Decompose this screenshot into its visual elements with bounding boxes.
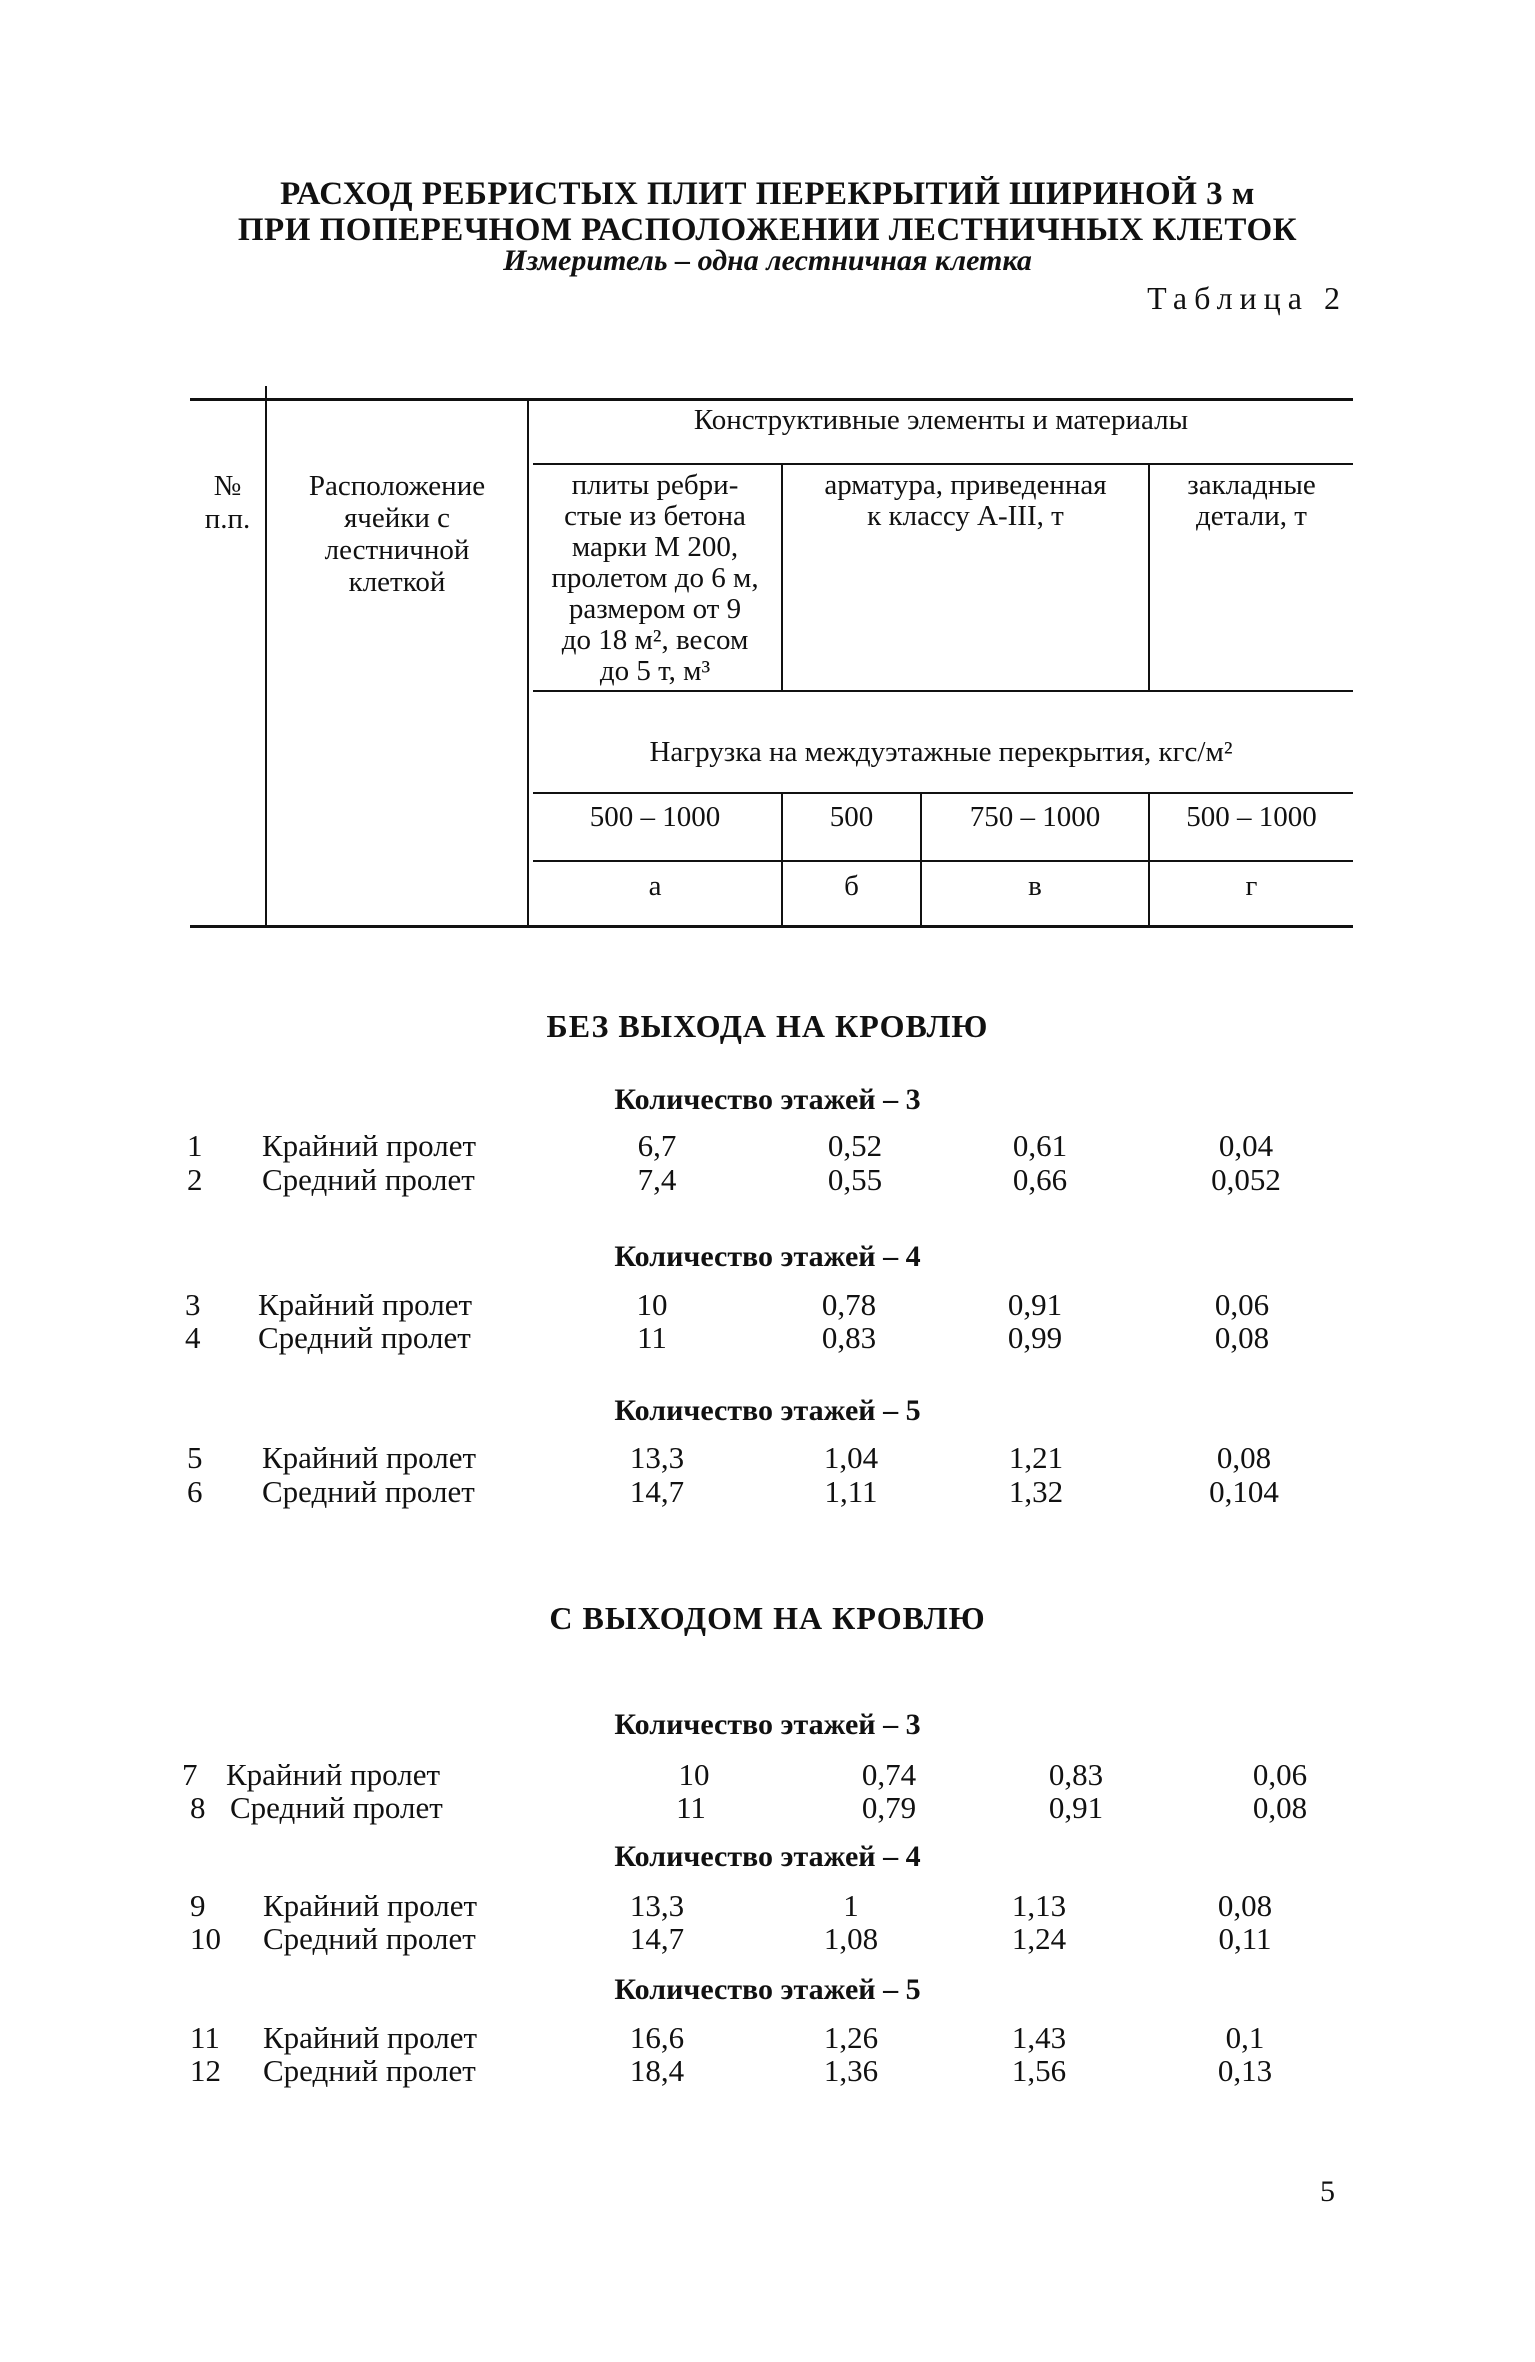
document-subtitle: Измеритель – одна лестничная клетка xyxy=(503,244,1032,277)
table-row: 12 Средний пролет 18,4 1,36 1,56 0,13 xyxy=(190,2053,1273,2088)
floors-heading: Количество этажей – 3 xyxy=(614,1708,921,1741)
floors-heading: Количество этажей – 5 xyxy=(614,1394,921,1427)
document-title-line1: РАСХОД РЕБРИСТЫХ ПЛИТ ПЕРЕКРЫТИЙ ШИРИНОЙ 3 м xyxy=(280,176,1255,212)
section-title-with-roof-access: С ВЫХОДОМ НА КРОВЛЮ xyxy=(549,1600,986,1636)
col-header-embedded: закладные детали, т xyxy=(1187,469,1316,532)
load-v: 750 – 1000 xyxy=(969,801,1101,833)
letter-g: г xyxy=(1245,870,1258,902)
table-row: 10 Средний пролет 14,7 1,08 1,24 0,11 xyxy=(190,1921,1272,1956)
table-row: 1 Крайний пролет 6,7 0,52 0,61 0,04 xyxy=(187,1128,1274,1163)
page-number: 5 xyxy=(1320,2175,1335,2208)
letter-a: а xyxy=(648,870,662,902)
col-group-title: Конструктивные элементы и материалы xyxy=(693,404,1189,436)
col-header-location: Расположение ячейки с лестничной клеткой xyxy=(308,470,486,598)
table-label: Таблица 2 xyxy=(1147,280,1347,316)
table-row: 9 Крайний пролет 13,3 1 1,13 0,08 xyxy=(190,1888,1273,1923)
load-title: Нагрузка на междуэтажные перекрытия, кгс/м² xyxy=(649,736,1233,768)
floors-heading: Количество этажей – 4 xyxy=(614,1840,921,1873)
load-b: 500 xyxy=(829,801,874,833)
section-title-no-roof-access: БЕЗ ВЫХОДА НА КРОВЛЮ xyxy=(546,1008,989,1044)
table-row: 11 Крайний пролет 16,6 1,26 1,43 0,1 xyxy=(190,2020,1265,2055)
letter-v: в xyxy=(1028,870,1042,902)
letter-b: б xyxy=(844,870,859,902)
col-header-rebar: арматура, приведенная к классу А-III, т xyxy=(824,469,1107,532)
table-row: 5 Крайний пролет 13,3 1,04 1,21 0,08 xyxy=(187,1440,1272,1475)
col-header-number: № п.п. xyxy=(204,470,251,535)
floors-heading: Количество этажей – 4 xyxy=(614,1240,921,1273)
document-title-line2: ПРИ ПОПЕРЕЧНОМ РАСПОЛОЖЕНИИ ЛЕСТНИЧНЫХ КЛЕТОК xyxy=(237,212,1298,248)
table-row: 6 Средний пролет 14,7 1,11 1,32 0,104 xyxy=(187,1474,1279,1509)
floors-heading: Количество этажей – 3 xyxy=(614,1083,921,1116)
table-row: 3 Крайний пролет 10 0,78 0,91 0,06 xyxy=(185,1287,1270,1322)
table-row: 8 Средний пролет 11 0,79 0,91 0,08 xyxy=(190,1790,1308,1825)
floors-heading: Количество этажей – 5 xyxy=(614,1973,921,2006)
load-g: 500 – 1000 xyxy=(1186,801,1317,833)
load-a: 500 – 1000 xyxy=(589,801,721,833)
col-header-slabs: плиты ребри- стые из бетона марки М 200, пролетом до 6 м, размером от 9 до 18 м², весом до 5 т, м³ xyxy=(551,469,759,687)
table-row: 4 Средний пролет 11 0,83 0,99 0,08 xyxy=(185,1320,1270,1355)
table-row: 7 Крайний пролет 10 0,74 0,83 0,06 xyxy=(182,1757,1308,1792)
table-row: 2 Средний пролет 7,4 0,55 0,66 0,052 xyxy=(187,1162,1281,1197)
